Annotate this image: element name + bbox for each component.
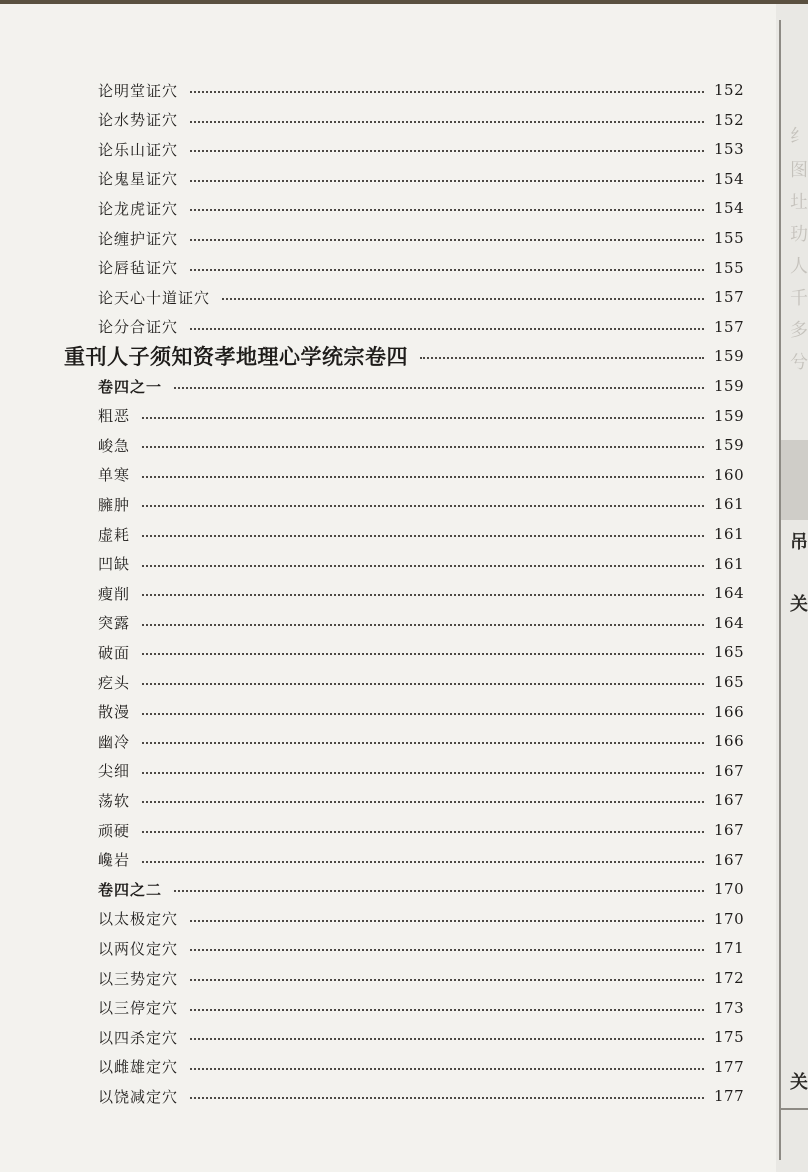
toc-page-number: 152 <box>714 110 745 129</box>
toc-page-number: 157 <box>714 288 745 307</box>
toc-entry <box>98 819 745 841</box>
toc-page-number: 165 <box>714 643 745 662</box>
toc-entry <box>98 789 745 811</box>
dot-leader <box>190 209 704 211</box>
facing-page-glyph: 多 <box>790 320 808 341</box>
dot-leader <box>142 505 704 507</box>
toc-page-number: 165 <box>714 673 745 691</box>
toc-page-number: 170 <box>714 880 745 899</box>
toc-entry <box>98 197 745 219</box>
dot-leader <box>190 979 704 981</box>
toc-entry-label: 论唇毡证穴 <box>98 259 179 278</box>
dot-leader <box>190 949 704 951</box>
toc-page-number: 170 <box>714 909 745 928</box>
facing-page-glyph: 图 <box>790 160 808 181</box>
toc-page-number: 167 <box>714 761 745 780</box>
toc-entry <box>98 1085 745 1107</box>
dot-leader <box>142 801 704 803</box>
dot-leader <box>142 594 704 596</box>
dot-leader <box>190 1038 704 1040</box>
dot-leader <box>142 476 704 478</box>
toc-entry <box>98 937 745 959</box>
toc-entry <box>98 849 745 871</box>
toc-page-number: 152 <box>714 81 745 99</box>
dot-leader <box>174 890 704 892</box>
toc-entry-label: 以雌雄定穴 <box>98 1058 179 1077</box>
toc-page-number: 167 <box>714 821 745 839</box>
toc-entry-label: 臃肿 <box>98 495 131 514</box>
toc-entry-label: 巉岩 <box>98 851 131 870</box>
toc-entry <box>98 168 745 190</box>
toc-entry <box>98 434 745 456</box>
toc-entry <box>98 316 745 338</box>
toc-page-number: 161 <box>714 554 745 573</box>
dot-leader <box>190 920 704 922</box>
facing-page-glyph: 千 <box>790 288 808 309</box>
toc-entry <box>98 730 745 752</box>
toc-entry-label: 粗恶 <box>98 407 131 426</box>
toc-entry-label: 突露 <box>98 614 131 633</box>
toc-page-number: 171 <box>714 939 745 958</box>
dot-leader <box>142 624 704 626</box>
toc-subsection <box>98 375 745 397</box>
toc-page-number: 160 <box>714 465 745 484</box>
toc-entry <box>98 523 745 545</box>
facing-page-glyph: 玏 <box>790 224 808 245</box>
toc-entry <box>98 612 745 634</box>
toc-page-number: 154 <box>714 169 745 188</box>
dot-leader <box>190 1097 704 1099</box>
dot-leader <box>190 121 704 123</box>
toc-entry-label: 论分合证穴 <box>98 318 179 337</box>
toc-page-number: 161 <box>714 495 745 514</box>
gutter-shadow <box>781 440 808 520</box>
toc-entry-label: 疙头 <box>98 673 131 692</box>
toc-entry-label: 以太极定穴 <box>98 910 179 929</box>
toc-entry <box>98 582 745 604</box>
facing-page-glyph: 兮 <box>790 352 808 373</box>
toc-entry <box>98 227 745 249</box>
toc-entry <box>98 464 745 486</box>
toc-page-number: 153 <box>714 140 745 159</box>
toc-entry <box>98 138 745 160</box>
toc-entry <box>98 641 745 663</box>
dot-leader <box>174 387 704 389</box>
toc-subsection <box>98 878 745 900</box>
toc-entry <box>98 79 745 101</box>
toc-entry-label: 尖细 <box>98 762 131 781</box>
toc-entry-label: 瘦削 <box>98 584 131 603</box>
dot-leader <box>142 535 704 537</box>
toc-entry-label: 破面 <box>98 643 131 662</box>
toc-entry-label: 散漫 <box>98 703 131 722</box>
toc-entry-label: 荡软 <box>98 791 131 810</box>
toc-entry-label: 凹缺 <box>98 555 131 574</box>
dot-leader <box>142 653 704 655</box>
facing-page-glyph: 人 <box>790 256 808 277</box>
toc-entry-label: 以三停定穴 <box>98 999 179 1018</box>
toc-page-number: 164 <box>714 584 745 603</box>
toc-entry-label: 以饶减定穴 <box>98 1087 179 1106</box>
toc-page-number: 159 <box>714 436 745 455</box>
dot-leader <box>190 150 704 152</box>
dot-leader <box>222 298 704 300</box>
toc-entry <box>98 257 745 279</box>
toc-entry-label: 卷四之一 <box>98 377 163 396</box>
toc-entry-label: 虚耗 <box>98 525 131 544</box>
toc-page-number: 161 <box>714 525 745 543</box>
dot-leader <box>142 446 704 448</box>
toc-page-number: 166 <box>714 702 745 721</box>
dot-leader <box>142 683 704 685</box>
toc-page-number: 167 <box>714 850 745 869</box>
toc-entry <box>98 671 745 693</box>
toc-page-number: 159 <box>714 406 745 425</box>
toc-page-number: 154 <box>714 199 745 218</box>
toc-entry-label: 论龙虎证穴 <box>98 199 179 218</box>
dot-leader <box>142 713 704 715</box>
toc-entry-label: 论缠护证穴 <box>98 229 179 248</box>
toc-page-number: 159 <box>714 377 745 395</box>
dot-leader <box>142 861 704 863</box>
dot-leader <box>190 1068 704 1070</box>
facing-page-glyph: 圵 <box>790 192 808 213</box>
toc-entry <box>98 908 745 930</box>
toc-entry-label: 幽冷 <box>98 732 131 751</box>
dot-leader <box>142 831 704 833</box>
dot-leader <box>190 328 704 330</box>
toc-page-number: 173 <box>714 998 745 1017</box>
toc-entry-label: 单寒 <box>98 466 131 485</box>
toc-entry <box>98 760 745 782</box>
dot-leader <box>142 417 704 419</box>
toc-entry-label: 论乐山证穴 <box>98 140 179 159</box>
toc-entry <box>98 493 745 515</box>
facing-page-glyph: 纟 <box>790 126 808 147</box>
toc-entry-label: 论水势证穴 <box>98 111 179 130</box>
toc-page-number: 155 <box>714 258 745 277</box>
toc-page-number: 177 <box>714 1057 745 1076</box>
toc-page-number: 157 <box>714 317 745 336</box>
facing-page-glyph: 关 <box>790 594 808 615</box>
toc-entry-label: 卷四之二 <box>98 880 163 899</box>
dot-leader <box>190 1009 704 1011</box>
toc-page-number: 177 <box>714 1087 745 1106</box>
toc-entry-label: 论鬼星证穴 <box>98 170 179 189</box>
toc-entry <box>98 405 745 427</box>
toc-entry <box>98 109 745 131</box>
dot-leader <box>142 772 704 774</box>
dot-leader <box>190 180 704 182</box>
dot-leader <box>142 742 704 744</box>
dot-leader <box>190 269 704 271</box>
toc-page-number: 166 <box>714 732 745 751</box>
toc-entry-label: 以四杀定穴 <box>98 1028 179 1047</box>
dot-leader <box>142 565 704 567</box>
toc-entry <box>98 1056 745 1078</box>
dot-leader <box>190 91 704 93</box>
toc-entry-label: 论明堂证穴 <box>98 81 179 100</box>
toc-page-number: 164 <box>714 613 745 632</box>
toc-entry-label: 顽硬 <box>98 821 131 840</box>
toc-page-number: 172 <box>714 969 745 987</box>
facing-page-glyph: 吊 <box>790 532 808 553</box>
dot-leader <box>420 357 704 359</box>
toc-entry-label: 以三势定穴 <box>98 969 179 988</box>
toc-entry <box>98 967 745 989</box>
toc-entry <box>98 553 745 575</box>
toc-section-heading <box>64 342 745 370</box>
gutter-bottom-rule <box>781 1108 808 1110</box>
toc-entry-label: 以两仪定穴 <box>98 939 179 958</box>
toc-entry <box>98 1026 745 1048</box>
toc-entry-label: 论天心十道证穴 <box>98 288 211 307</box>
toc-page-number: 155 <box>714 229 745 247</box>
toc-entry <box>98 701 745 723</box>
dot-leader <box>190 239 704 241</box>
toc-entry-label: 重刊人子须知资孝地理心学统宗卷四 <box>64 344 408 370</box>
toc-page-number: 167 <box>714 791 745 810</box>
toc-entry-label: 峻急 <box>98 436 131 455</box>
toc-entry <box>98 286 745 308</box>
toc-page-number: 175 <box>714 1028 745 1047</box>
facing-page-glyph: 关 <box>790 1072 808 1093</box>
toc-page-number: 159 <box>714 347 745 366</box>
toc-entry <box>98 997 745 1019</box>
